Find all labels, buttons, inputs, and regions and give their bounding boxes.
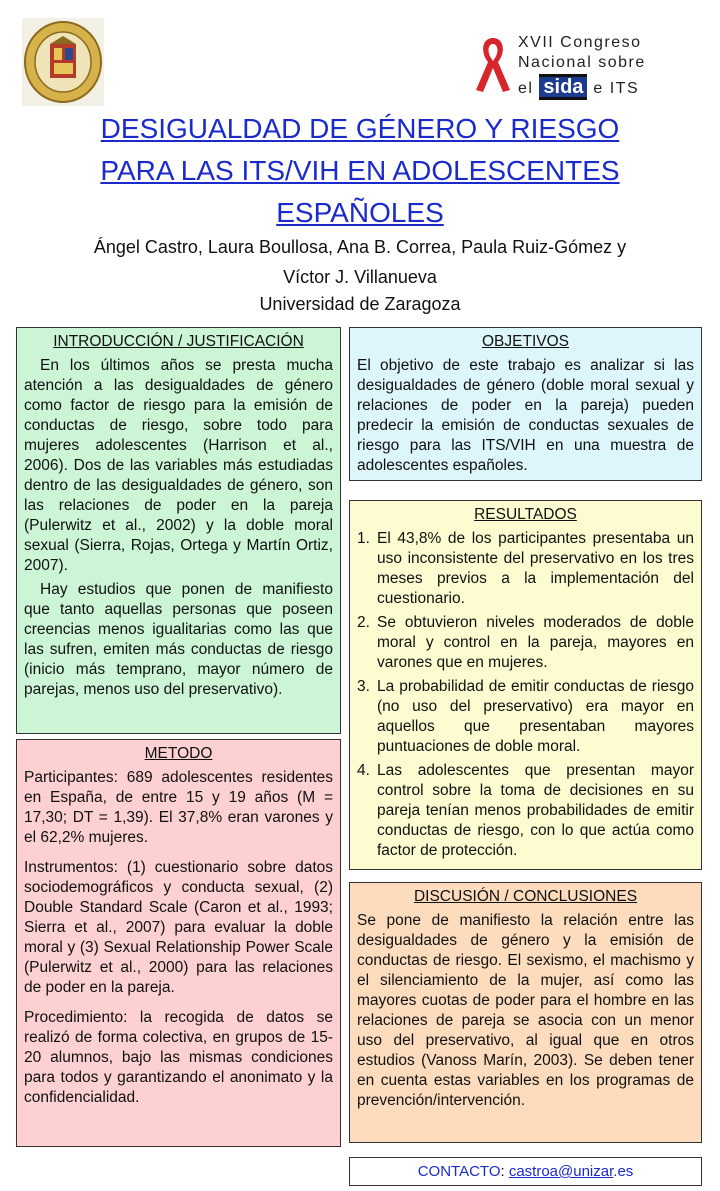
intro-heading: INTRODUCCIÓN / JUSTIFICACIÓN (53, 333, 304, 350)
intro-paragraph-1: En los últimos años se presta mucha atención a las desigualdades de género como factor de riesgo para la emisión de conductas de riesgo, sobre todo para mujeres adolescentes (Harrison et al., 2006). Dos de las variables más estudiadas dentro de las desigualdades de género, son las relaciones de poder en la pareja (Pulerwitz et al., 2002) y la doble moral sexual (Sierra, Rojas, Ortega y Martín Ortiz, 2007). (24, 357, 333, 574)
sida-brand: sida (539, 74, 587, 100)
poster-title (60, 108, 660, 234)
congress-line-3-prefix: el (518, 80, 534, 97)
resultados-section (349, 500, 702, 870)
university-seal-icon (22, 18, 104, 106)
resultados-item (357, 677, 694, 757)
metodo-procedimiento: Procedimiento: la recogida de datos se realizó de forma colectiva, en grupos de 15-20 alumnos, bajo las mismas condiciones para todos y garantizando el anonimato y la confidencialidad. (24, 1009, 333, 1106)
university-name: Universidad de Zaragoza (259, 294, 461, 314)
authors-line-1: Ángel Castro, Laura Boullosa, Ana B. Correa, Paula Ruiz-Gómez y (93, 237, 627, 257)
title-line-3: ESPAÑOLES (276, 197, 444, 228)
resultados-list (357, 529, 694, 861)
resultados-item-number: 1. (357, 530, 370, 547)
resultados-item-text: El 43,8% de los participantes presentaba un uso inconsistente del preservativo en los tres meses previos a la implementación del cuestionario. (377, 530, 694, 607)
metodo-heading: METODO (144, 745, 213, 762)
congress-line-2: Nacional sobre (518, 54, 646, 71)
contact-email-link[interactable]: castroa@unizar (508, 1163, 614, 1180)
resultados-item (357, 613, 694, 673)
contact-label: CONTACTO (417, 1163, 501, 1180)
authors (20, 232, 700, 292)
discusion-heading: DISCUSIÓN / CONCLUSIONES (413, 888, 638, 905)
title-line-2: PARA LAS ITS/VIH EN ADOLESCENTES (100, 155, 620, 186)
objetivos-heading: OBJETIVOS (482, 333, 569, 350)
resultados-item (357, 761, 694, 861)
objetivos-text: El objetivo de este trabajo es analizar si las desigualdades de género (doble moral sexual y relaciones de poder en la pareja) pueden predecir la emisión de conductas sexuales de riesgo para las ITS/VIH en una muestra de adolescentes españoles. (357, 357, 694, 474)
contact-email-tld[interactable]: .es (613, 1163, 634, 1180)
resultados-item-text: La probabilidad de emitir conductas de riesgo (no uso del preservativo) era mayor en aquellos que presentaban mayores puntuaciones de doble moral. (377, 678, 694, 755)
title-line-1: DESIGUALDAD DE GÉNERO Y RIESGO (100, 113, 620, 144)
resultados-item-text: Las adolescentes que presentan mayor control sobre la toma de decisiones en su pareja tenían menos probabilidades de emitir conductas de riesgo, con lo que actúa como factor de protección. (377, 762, 694, 859)
resultados-item-text: Se obtuvieron niveles moderados de doble moral y control en la pareja, mayores en varones que en mujeres. (377, 614, 694, 671)
resultados-item (357, 529, 694, 609)
metodo-participantes: Participantes: 689 adolescentes residentes en España, de entre 15 y 19 años (M = 17,30; DT = 1,39). El 37,8% eran varones y el 62,2% mujeres. (24, 769, 333, 846)
resultados-item-number: 3. (357, 678, 370, 695)
objetivos-section (349, 327, 702, 481)
congress-line-3 (518, 74, 639, 100)
metodo-instrumentos: Instrumentos: (1) cuestionario sobre datos sociodemográficos y conducta sexual, (2) Double Standard Scale (Caron et al., 1993; Sierra et al., 2007) para evaluar la doble moral y (3) Sexual Relationship Power Scale (Pulerwitz et al., 2000) para las relaciones de poder en la pareja. (24, 859, 333, 996)
congress-logo (470, 32, 710, 102)
metodo-section (16, 739, 341, 1147)
red-ribbon-icon (470, 34, 516, 94)
resultados-item-number: 4. (357, 762, 370, 779)
intro-section (16, 327, 341, 734)
discusion-section (349, 882, 702, 1143)
resultados-heading: RESULTADOS (474, 506, 577, 523)
congress-line-1: XVII Congreso (518, 34, 642, 51)
contact-box (349, 1157, 702, 1186)
intro-paragraph-2: Hay estudios que ponen de manifiesto que tanto aquellas personas que poseen creencias menos igualitarias como las que las sufren, emiten más conductas de riesgo (inicio más temprano, mayor número de parejas, menos uso del preservativo). (24, 581, 333, 698)
discusion-text: Se pone de manifiesto la relación entre las desigualdades de género y la emisión de conductas de riesgo. El sexismo, el machismo y el silenciamiento de la mujer, así como las mayores cuotas de poder para el hombre en las relaciones de pareja se asocia con un menor uso del preservativo, al igual que en otros estudios (Vanoss Marín, 2003). Se deben tener en cuenta estas variables en los programas de prevención/intervención. (357, 912, 694, 1109)
authors-line-2: Víctor J. Villanueva (283, 267, 437, 287)
resultados-item-number: 2. (357, 614, 370, 631)
contact-separator: : (500, 1163, 509, 1180)
congress-line-3-suffix: e ITS (593, 80, 640, 97)
